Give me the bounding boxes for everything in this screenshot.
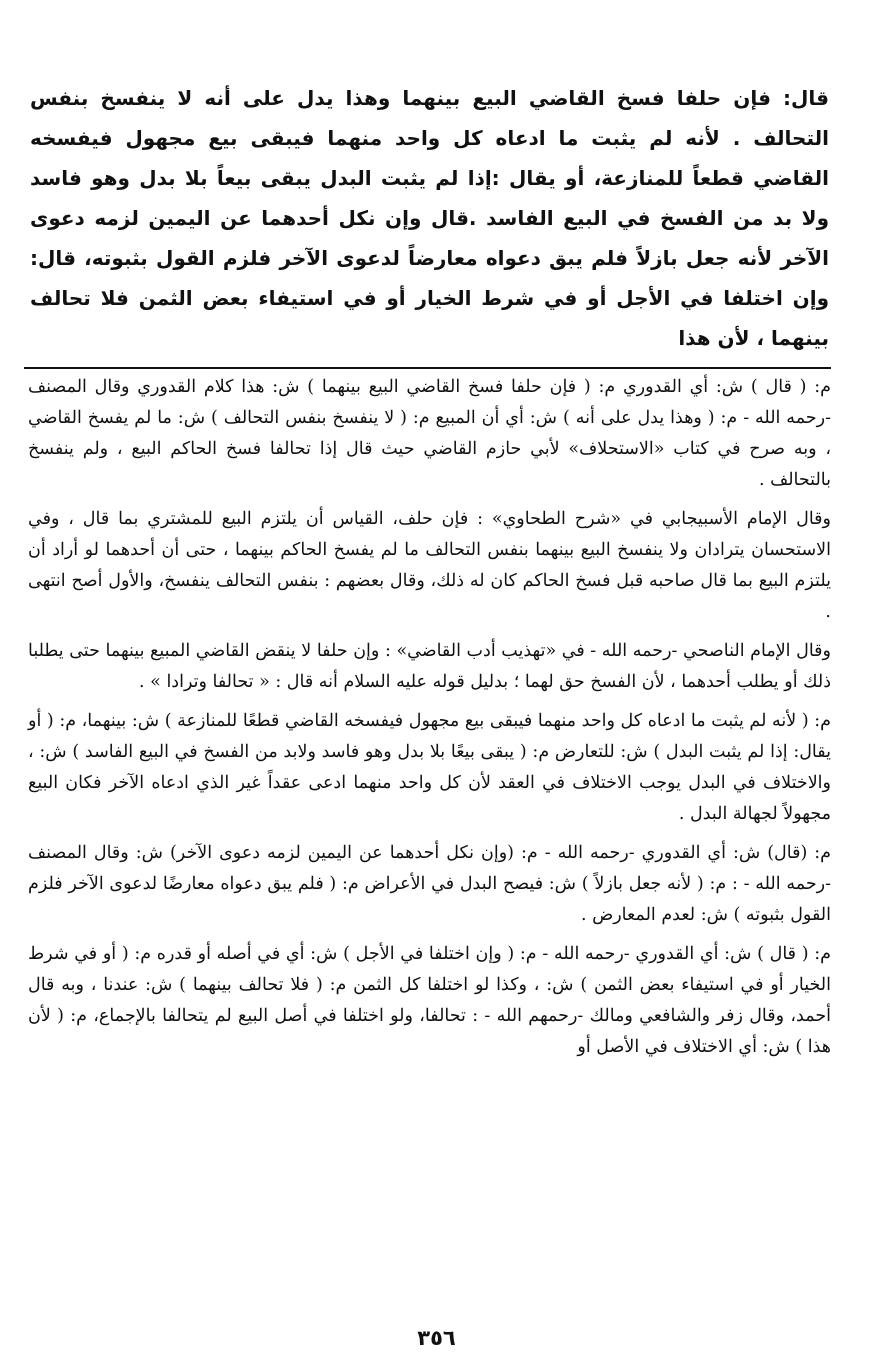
- commentary-paragraph-5: م: (قال) ش: أي القدوري -رحمه الله - م: (وإن نكل أحدهما عن اليمين لزمه دعوى الآخر) ش: وقال المصنف -رحمه الله - : م: ( لأنه جعل بازلاً ) ش: فيصح البدل في الأعراض م: ( فلم يبق دعواه معارضًا لدعوى الآخر فلزم القول بثبوته ) ش: لعدم المعارض .: [28, 843, 831, 925]
- page-number: ٣٥٦: [417, 1326, 456, 1350]
- main-text-paragraph: قال: فإن حلفا فسخ القاضي البيع بينهما وهذا يدل على أنه لا ينفسخ بنفس التحالف . لأنه لم يثبت ما ادعاه كل واحد منهما فيبقى بيع مجهول فيفسخه القاضي قطعاً للمنازعة، أو يقال :إذا لم يثبت البدل يبقى بيعاً بلا بدل وهو فاسد ولا بد من الفسخ في البيع الفاسد .قال وإن نكل أحدهما عن اليمين لزمه دعوى الآخر لأنه جعل بازلاً فلم يبق دعواه معارضاً لدعوى الآخر فلزم القول بثبوته، قال: وإن اختلفا في الأجل أو في شرط الخيار أو في استيفاء بعض الثمن فلا تحالف بينهما ، لأن هذا: [30, 86, 829, 350]
- main-text-block: [30, 78, 829, 358]
- commentary-paragraph-1: م: ( قال ) ش: أي القدوري م: ( فإن حلفا فسخ القاضي البيع بينهما ) ش: هذا كلام القدوري وقال المصنف -رحمه الله - م: ( وهذا يدل على أنه ) ش: أي أن المبيع م: ( لا ينفسخ بنفس التحالف ) ش: ما لم يفسخ القاضي ، وبه صرح في كتاب «الاستحلاف» لأبي حازم القاضي حيث قال إذا تحالفا فسخ الحاكم البيع ، ولم ينفسخ بالتحالف .: [28, 377, 831, 490]
- commentary-paragraph-2: وقال الإمام الأسبيجابي في «شرح الطحاوي» : فإن حلف، القياس أن يلتزم البيع للمشتري بما قال ، وفي الاستحسان يترادان ولا ينفسخ البيع بينهما بنفس التحالف ما لم يفسخ الحاكم بينهما ، حتى أن أحدهما لو أراد أن يلتزم البيع بما قال صاحبه قبل فسخ الحاكم كان له ذلك، وقال بعضهم : بنفس التحالف ينفسخ، والأول أصح انتهى .: [28, 509, 831, 622]
- commentary-block: [28, 372, 831, 1069]
- commentary-paragraph-3: وقال الإمام الناصحي -رحمه الله - في «تهذيب أدب القاضي» : وإن حلفا لا ينقض القاضي المبيع بينهما حتى يطلبا ذلك أو يطلب أحدهما ، لأن الفسخ حق لهما ؛ بدليل قوله عليه السلام أنه قال : « تحالفا وترادا » .: [28, 641, 831, 692]
- commentary-paragraph-6: م: ( قال ) ش: أي القدوري -رحمه الله - م: ( وإن اختلفا في الأجل ) ش: أي في أصله أو قدره م: ( أو في شرط الخيار أو في استيفاء بعض الثمن ) ش: ، وكذا لو اختلفا كل الثمن م: ( فلا تحالف بينهما ) ش: عندنا ، وبه قال أحمد، وقال زفر والشافعي ومالك -رحمهم الله - : تحالفا، ولو اختلفا في أصل البيع لم يتحالفا بالإجماع، م: ( لأن هذا ) ش: أي الاختلاف في الأصل أو: [28, 944, 831, 1057]
- footnote-divider: [24, 367, 831, 369]
- commentary-paragraph-4: م: ( لأنه لم يثبت ما ادعاه كل واحد منهما فيبقى بيع مجهول فيفسخه القاضي قطعًا للمنازعة ) ش: بينهما، م: ( أو يقال: إذا لم يثبت البدل ) ش: للتعارض م: ( يبقى بيعًا بلا بدل وهو فاسد ولابد من الفسخ في البيع الفاسد ) ش: ، والاختلاف في البدل يوجب الاختلاف في العقد لأن كل واحد منهما ادعى عقداً غير الذي ادعاه الآخر فكان البيع مجهولاً لجهالة البدل .: [28, 711, 831, 824]
